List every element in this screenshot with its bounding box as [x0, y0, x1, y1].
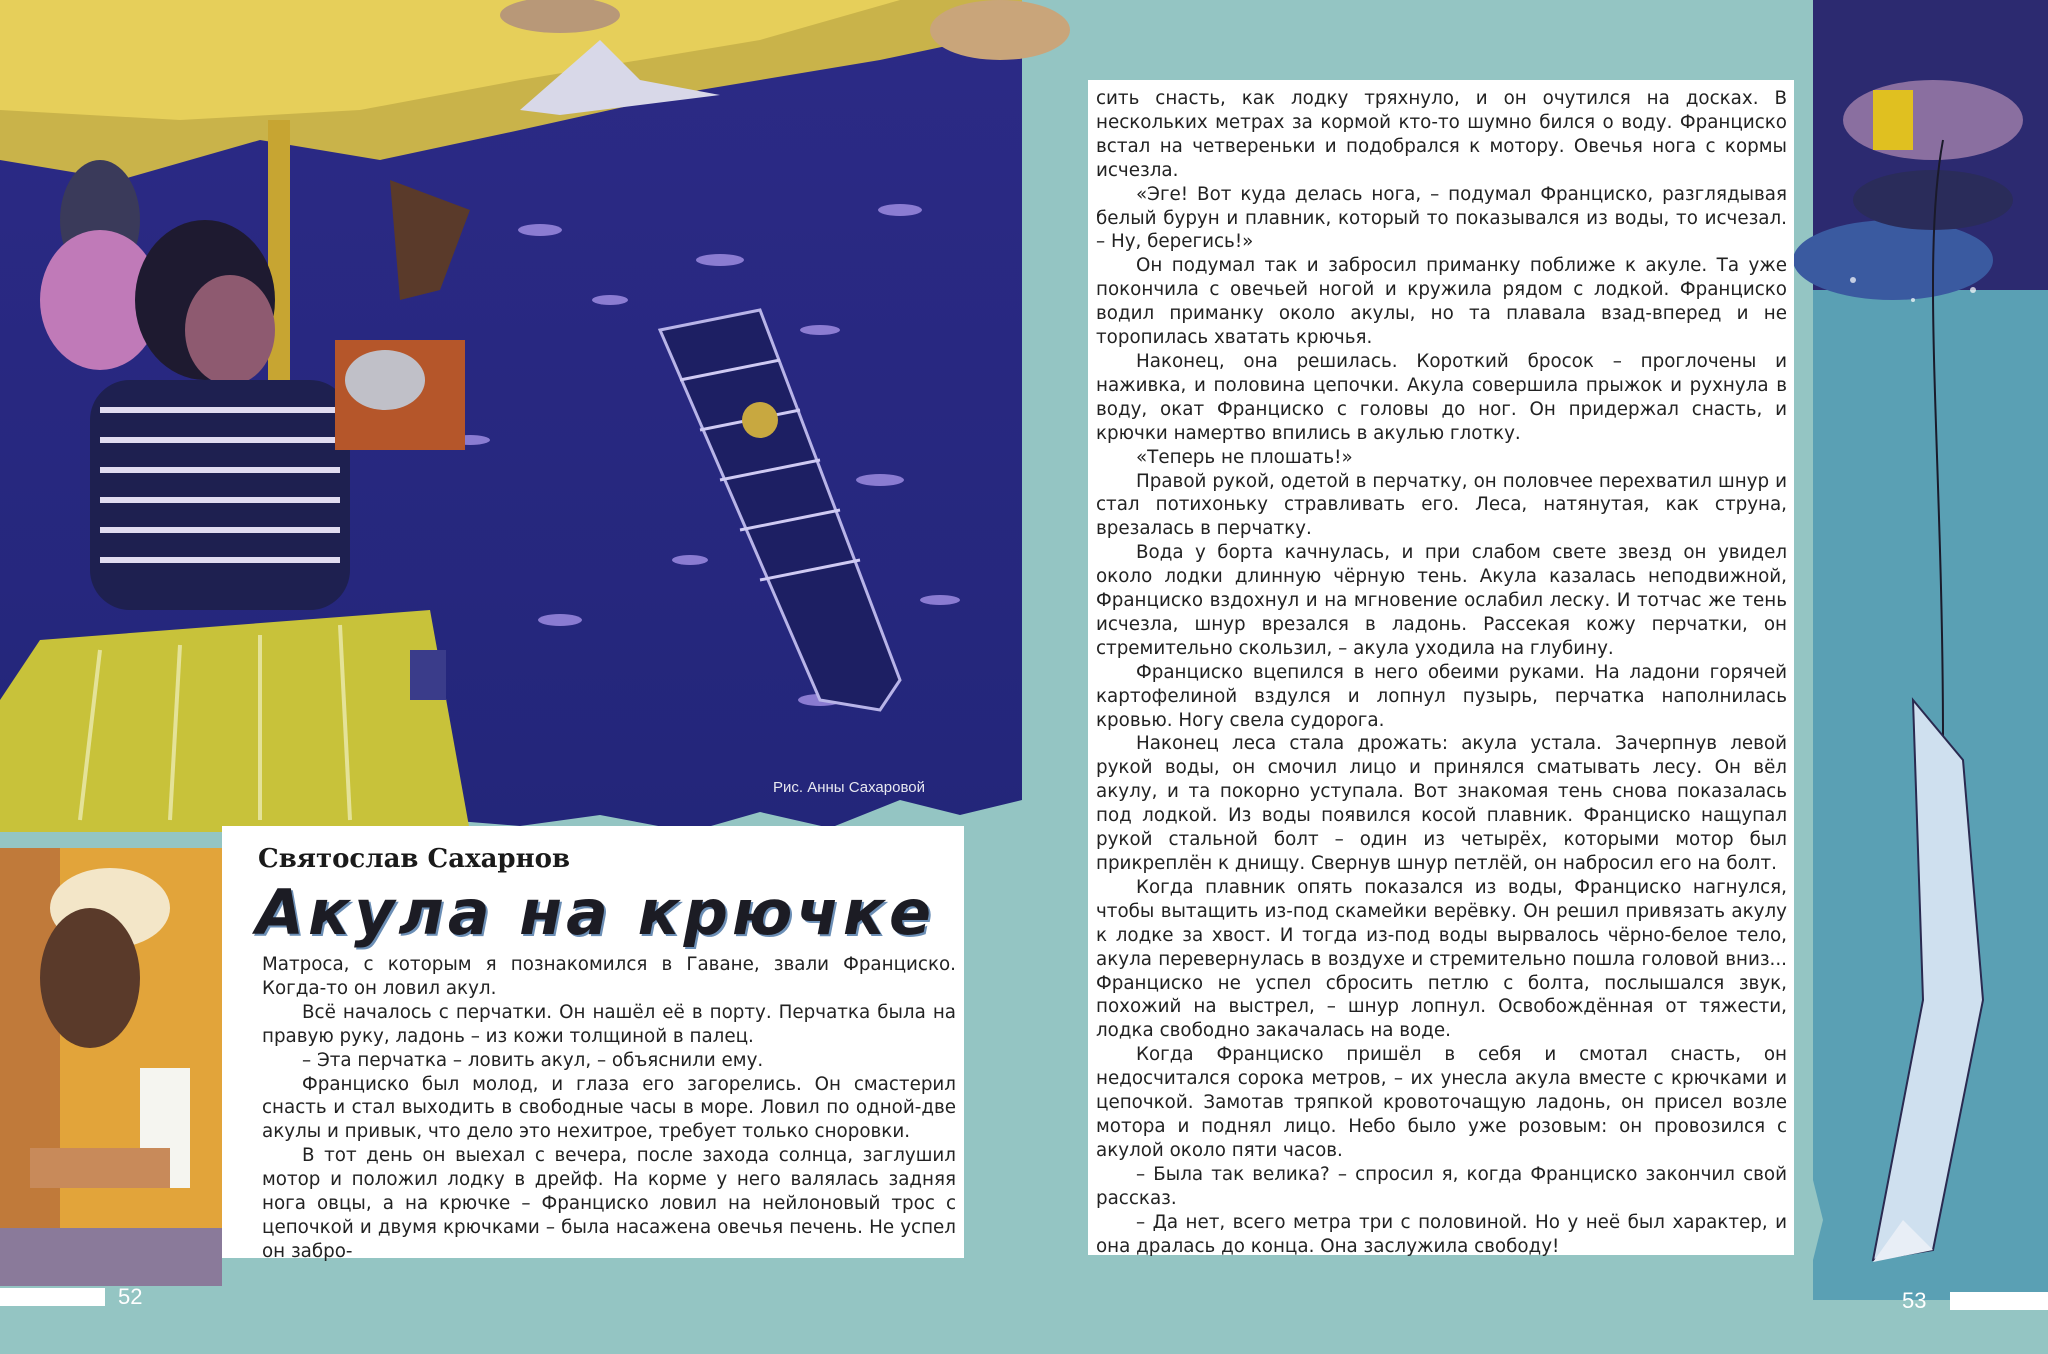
footer-bar-left	[0, 1288, 105, 1306]
article-title: Акула на крючке	[256, 876, 936, 949]
paragraph: – Была так велика? – спросил я, когда Франциско закончил свой рассказ.	[1096, 1163, 1787, 1209]
paragraph: Когда плавник опять показался из воды, Франциско нагнулся, чтобы вытащить из-под скамейки верёвку. Он решил привязать акулу к лодке за хвост. И тогда из-под воды вырвалось чёрно-белое тело, акула перевернулась в воздухе и стремительно пошла головой вниз... Франциско не успел сбросить петлю с болта, послышался звук, похожий на выстрел, – шнур лопнул. Освобождённая от тяжести, лодка свободно закачалась на воде.	[1096, 876, 1787, 1042]
paragraph: Наконец, она решилась. Короткий бросок – проглочены и наживка, и половина цепочки. Акула совершила прыжок и рухнула в воду, окат Франциско с головы до ног. Он придержал снасть, и крючки намертво впились в акулью глотку.	[1096, 350, 1787, 444]
footer-bar-right	[1950, 1292, 2048, 1310]
paragraph: сить снасть, как лодку тряхнуло, и он очутился на досках. В нескольких метрах за кормой кто-то шумно бился о воду. Франциско встал на четвереньки и подобрался к мотору. Овечья нога с кормы исчезла.	[1096, 88, 1787, 181]
illustration-credit: Рис. Анны Сахаровой	[773, 779, 925, 796]
main-illustration	[0, 0, 1022, 832]
paragraph: Он подумал так и забросил приманку поближе к акуле. Та уже покончила с овечьей ногой и кружила рядом с лодкой. Франциско водил приманку около акулы, но та плавала взад-вперед и не торопилась хватать крючья.	[1096, 255, 1787, 349]
author-name: Святослав Сахарнов	[258, 844, 571, 874]
shark-illustration	[1813, 0, 2048, 1300]
paragraph: Франциско вцепился в него обеими руками. На ладони горячей картофелиной вздулся и лопнул пузырь, перчатка наполнилась кровью. Ногу свела судорога.	[1096, 661, 1787, 731]
paragraph: Когда Франциско пришёл в себя и смотал снасть, он недосчитался сорока метров, – их унесла акула вместе с крючками и цепочкой. Замотав тряпкой кровоточащую ладонь, он присел возле мотора и поднял лицо. Небо было уже розовым: он провозился с акулой около пяти часов.	[1096, 1044, 1787, 1161]
paragraph: «Теперь не плошать!»	[1136, 446, 1353, 468]
paragraph: – Эта перчатка – ловить акул, – объяснили ему.	[302, 1049, 764, 1071]
paragraph: В тот день он выехал с вечера, после захода солнца, заглушил мотор и положил лодку в дрейф. На корме у него валялась задняя нога овцы, а на крючке – Франциско ловил на нейлоновый трос с цепочкой и двумя крючками – была насажена овечья печень. Не успел он забро-	[262, 1145, 956, 1262]
page-number-right: 53	[1902, 1288, 1927, 1313]
paragraph: Матроса, с которым я познакомился в Гаване, звали Франциско. Когда-то он ловил акул.	[262, 954, 956, 999]
paragraph: Франциско был молод, и глаза его загорелись. Он смастерил снасть и стал выходить в свободные часы в море. Ловил по одной-две акулы и привык, что дело это нехитрое, требует только сноровки.	[262, 1073, 956, 1143]
paragraph: Вода у борта качнулась, и при слабом свете звезд он увидел около лодки длинную чёрную тень. Акула казалась неподвижной, Франциско вздохнул и на мгновение ослабил леску. И тотчас же тень исчезла, шнур врезался в ладонь. Рассекая кожу перчатки, он стремительно скользил, – акула уходила на глубину.	[1096, 542, 1787, 659]
paragraph: Правой рукой, одетой в перчатку, он половчее перехватил шнур и стал потихоньку стравливать его. Леса, натянутая, как струна, врезалась в перчатку.	[1096, 470, 1787, 540]
paragraph: «Эге! Вот куда делась нога, – подумал Франциско, разглядывая белый бурун и плавник, который то показывался из воды, то исчезал. – Ну, берегись!»	[1096, 183, 1787, 253]
small-illustration	[0, 848, 222, 1286]
paragraph: Всё началось с перчатки. Он нашёл её в порту. Перчатка была на правую руку, ладонь – из кожи толщиной в палец.	[262, 1001, 956, 1047]
page-number-left: 52	[118, 1284, 143, 1309]
paragraph: – Да нет, всего метра три с половиной. Но у неё был характер, и она дралась до конца. Она заслужила свободу!	[1096, 1211, 1787, 1257]
article-body-left	[262, 953, 956, 1262]
paragraph: Наконец леса стала дрожать: акула устала. Зачерпнув левой рукой воды, он смочил лицо и принялся сматывать лесу. Он вёл акулу, и та покорно уступала. Вот знакомая тень снова показалась под лодкой. Из воды появился косой плавник. Франциско нащупал рукой стальной болт – один из четырёх, которыми мотор был прикреплён к днищу. Свернув шнур петлёй, он набросил его на болт.	[1096, 733, 1787, 874]
article-body-right	[1096, 87, 1787, 1257]
